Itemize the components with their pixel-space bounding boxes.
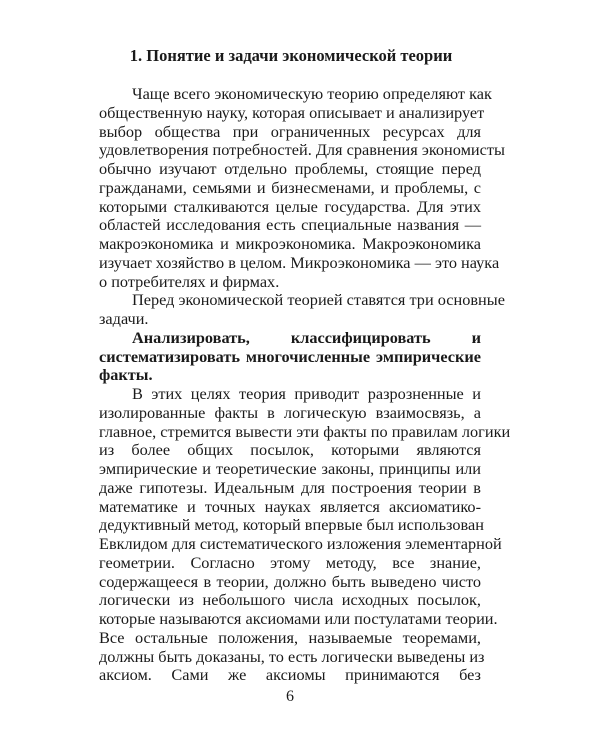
page-number: 6: [286, 688, 294, 705]
paragraph: [99, 384, 511, 685]
text-line: Перед экономической теорией ставятся три основные: [132, 290, 505, 310]
text-line: Анализировать, классифицировать и: [132, 327, 481, 347]
text-line: из более общих посылок, которыми являются: [99, 440, 481, 460]
paragraph: [99, 84, 505, 291]
text-line: удовлетворения потребностей. Для сравнения экономисты: [99, 140, 505, 160]
text-line: выбор общества при ограниченных ресурсах для: [99, 121, 481, 141]
text-line: изучает хозяйство в целом. Микроэкономика — это наука: [99, 252, 500, 272]
text-line: главное, стремится вывести эти факты по правилам логики: [99, 421, 511, 441]
text-line: В этих целях теория приводит разрозненные и: [132, 384, 481, 403]
paragraph: [99, 290, 505, 329]
text-line: аксиом. Сами же аксиомы принимаются без: [99, 665, 481, 685]
text-line: дедуктивный метод, который впервые был использован: [99, 515, 484, 535]
text-line: изолированные факты в логическую взаимосвязь, а: [99, 402, 481, 422]
text-line: даже гипотезы. Идеальным для построения теории в: [99, 477, 481, 497]
text-line: математике и точных науках является аксиоматико-: [99, 496, 481, 516]
text-line: обычно изучают отдельно проблемы, стоящие перед: [99, 159, 481, 178]
text-line: должны быть доказаны, то есть логически выведены из: [99, 646, 485, 666]
text-line: макроэкономика и микроэкономика. Макроэкономика: [99, 234, 481, 253]
text-line: задачи.: [99, 309, 149, 328]
text-line: которыми сталкиваются целые государства. Для этих: [99, 196, 481, 216]
text-line: которые называются аксиомами или постулатами теории.: [99, 609, 498, 628]
text-line: о потребителях и фирмах.: [99, 271, 280, 291]
text-line: Чаще всего экономическую теорию определяют как: [132, 84, 492, 103]
text-line: факты.: [99, 365, 153, 385]
document-body: [99, 84, 511, 685]
text-line: эмпирические и теоретические законы, принципы или: [99, 459, 481, 478]
text-line: Все остальные положения, называемые теоремами,: [99, 627, 481, 647]
text-line: систематизировать многочисленные эмпирические: [99, 346, 481, 366]
text-line: гражданами, семьями и бизнесменами, и проблемы, с: [99, 177, 481, 197]
text-line: геометрии. Согласно этому методу, все знание,: [99, 552, 481, 572]
bold-paragraph: [99, 329, 481, 385]
text-line: областей исследования есть специальные названия —: [99, 215, 481, 235]
text-line: логически из небольшого числа исходных посылок,: [99, 590, 481, 610]
text-line: Евклидом для систематического изложения элементарной: [99, 534, 502, 553]
text-line: общественную науку, которая описывает и анализирует: [99, 102, 485, 122]
section-title: 1. Понятие и задачи экономической теории: [129, 46, 453, 65]
text-line: содержащееся в теории, должно быть выведено чисто: [99, 571, 481, 591]
